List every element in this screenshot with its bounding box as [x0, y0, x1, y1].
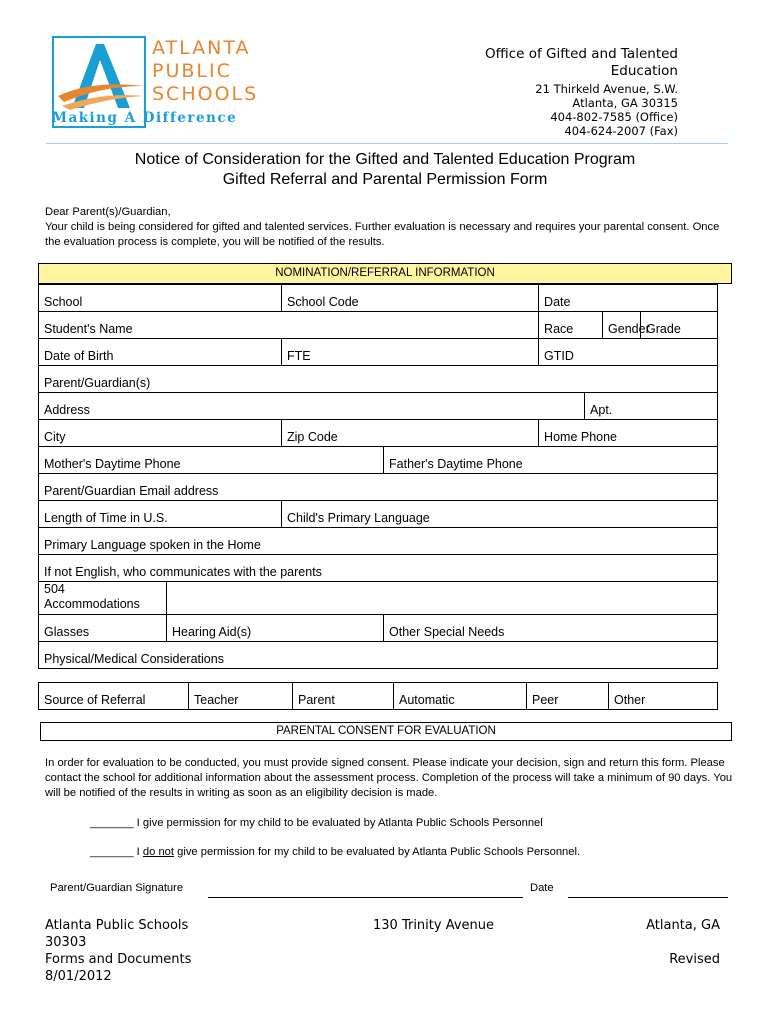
- footer-city: Atlanta, GA: [646, 918, 720, 933]
- permission-deny-text: give permission for my child to be evaluated by Atlanta Public Schools Personnel.: [177, 846, 581, 858]
- field-time-in-us[interactable]: Length of Time in U.S.: [39, 501, 282, 528]
- field-city[interactable]: City: [39, 420, 282, 447]
- office-line-2: Education: [610, 63, 678, 79]
- referral-peer[interactable]: Peer: [527, 683, 609, 710]
- permission-give-text: I give permission for my child to be evaluated by Atlanta Public Schools Personnel: [136, 817, 543, 829]
- referral-source-table: [38, 682, 718, 710]
- field-apt[interactable]: Apt.: [585, 393, 718, 420]
- header-divider: [46, 143, 728, 144]
- field-gender[interactable]: Gender: [603, 312, 641, 339]
- field-race[interactable]: Race: [539, 312, 603, 339]
- logo-tagline: Making A Difference: [52, 110, 238, 126]
- footer-zip: 30303: [45, 935, 87, 950]
- footer-dept: Forms and Documents: [45, 952, 192, 967]
- office-street: 21 Thirkeld Avenue, S.W.: [535, 82, 678, 96]
- field-student-name[interactable]: Student's Name: [39, 312, 539, 339]
- field-hearing-aids[interactable]: Hearing Aid(s): [167, 615, 384, 642]
- office-phone: 404-802-7585 (Office): [550, 110, 678, 124]
- referral-teacher[interactable]: Teacher: [189, 683, 293, 710]
- footer-date: 8/01/2012: [45, 969, 112, 984]
- signature-line[interactable]: [208, 896, 523, 898]
- page-subtitle: Gifted Referral and Parental Permission Form: [222, 171, 548, 188]
- field-zip[interactable]: Zip Code: [282, 420, 539, 447]
- field-home-phone[interactable]: Home Phone: [539, 420, 718, 447]
- field-communicates[interactable]: If not English, who communicates with the parents: [39, 555, 718, 582]
- office-name: [485, 46, 678, 80]
- accom-label-2: Accommodations: [44, 597, 140, 611]
- consent-body: In order for evaluation to be conducted, you must provide signed consent. Please indicate your decision, sign and return this form. Please contact the school for additional information about the assessment process. Completion of the process will take a minimum of 90 days. You will be notified of the results in writing as soon as an eligibility decision is made.: [45, 757, 733, 799]
- field-home-language[interactable]: Primary Language spoken in the Home: [39, 528, 718, 555]
- referral-other[interactable]: Other: [609, 683, 718, 710]
- footer-left: [45, 917, 191, 985]
- field-fte[interactable]: FTE: [282, 339, 539, 366]
- field-grade[interactable]: Grade: [641, 312, 718, 339]
- field-mother-phone[interactable]: Mother's Daytime Phone: [39, 447, 384, 474]
- footer-org: Atlanta Public Schools: [45, 918, 189, 933]
- consent-heading: PARENTAL CONSENT FOR EVALUATION: [40, 722, 732, 741]
- accom-label-1: 504: [44, 582, 65, 596]
- page-title: Notice of Consideration for the Gifted and Talented Education Program: [134, 151, 636, 168]
- intro-body: Your child is being considered for gifted and talented services. Further evaluation is necessary and requires your parental consent. Once the evaluation process is complete, you will be notified of the results.: [45, 221, 720, 248]
- permission-deny-blank[interactable]: _______: [90, 846, 134, 858]
- referral-automatic[interactable]: Automatic: [394, 683, 527, 710]
- field-child-language[interactable]: Child's Primary Language: [282, 501, 718, 528]
- office-line-1: Office of Gifted and Talented: [485, 46, 678, 62]
- referral-parent[interactable]: Parent: [293, 683, 394, 710]
- nomination-table: [38, 284, 718, 669]
- logo-word-atlanta: ATLANTA: [152, 37, 251, 59]
- nomination-heading: NOMINATION/REFERRAL INFORMATION: [38, 263, 732, 284]
- signature-label: Parent/Guardian Signature: [50, 882, 184, 894]
- field-504-accommodations[interactable]: [167, 582, 718, 615]
- permission-deny-emphasis: do not: [142, 846, 174, 858]
- field-glasses[interactable]: Glasses: [39, 615, 167, 642]
- field-address[interactable]: Address: [39, 393, 585, 420]
- signature-date-line[interactable]: [568, 896, 728, 898]
- footer-status: Revised: [669, 952, 720, 967]
- field-school[interactable]: School: [39, 285, 282, 312]
- permission-deny-i: I: [136, 846, 140, 858]
- footer-address: 130 Trinity Avenue: [373, 918, 495, 933]
- permission-give-blank[interactable]: _______: [90, 817, 134, 829]
- office-address: [535, 82, 678, 138]
- field-parent-guardian[interactable]: Parent/Guardian(s): [39, 366, 718, 393]
- field-date[interactable]: Date: [539, 285, 718, 312]
- permission-deny-row[interactable]: [90, 846, 580, 858]
- office-fax: 404-624-2007 (Fax): [564, 124, 678, 138]
- field-school-code[interactable]: School Code: [282, 285, 539, 312]
- field-other-needs[interactable]: Other Special Needs: [384, 615, 718, 642]
- field-dob[interactable]: Date of Birth: [39, 339, 282, 366]
- permission-give-row[interactable]: [90, 817, 543, 829]
- field-gtid[interactable]: GTID: [539, 339, 718, 366]
- intro-salutation: Dear Parent(s)/Guardian,: [45, 206, 171, 218]
- field-medical[interactable]: Physical/Medical Considerations: [39, 642, 718, 669]
- logo-word-schools: SCHOOLS: [152, 83, 259, 105]
- office-city: Atlanta, GA 30315: [572, 96, 678, 110]
- signature-date-label: Date: [530, 882, 554, 894]
- field-father-phone[interactable]: Father's Daytime Phone: [384, 447, 718, 474]
- field-email[interactable]: Parent/Guardian Email address: [39, 474, 718, 501]
- logo-word-public: PUBLIC: [152, 60, 232, 82]
- field-504-label: [39, 582, 167, 615]
- referral-source-label: Source of Referral: [39, 683, 189, 710]
